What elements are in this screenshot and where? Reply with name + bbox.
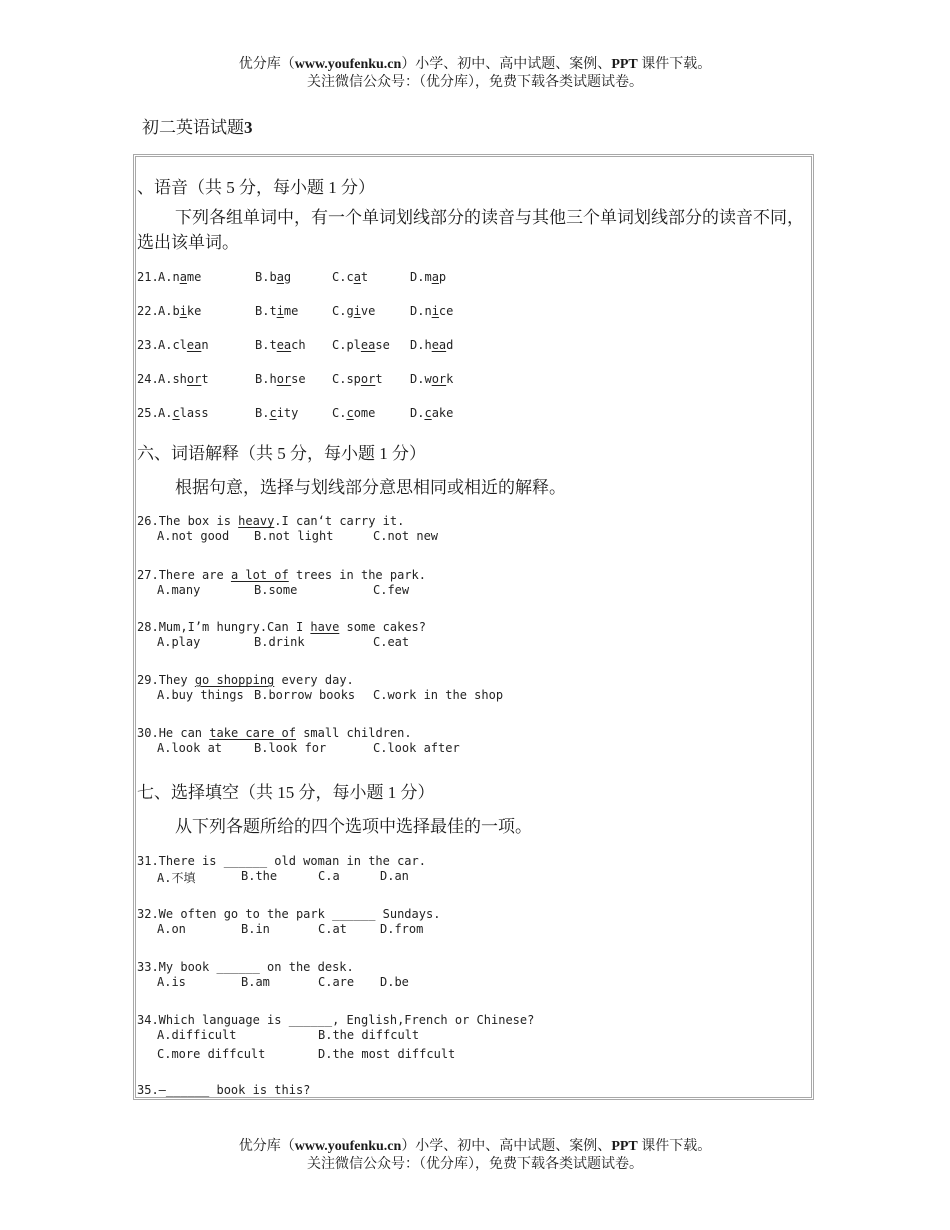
option-label: D. bbox=[410, 270, 425, 284]
option bbox=[410, 304, 453, 318]
word-part: n bbox=[424, 304, 432, 318]
word-part: k bbox=[446, 372, 454, 386]
question-number: 22. bbox=[137, 304, 159, 318]
option-label: C. bbox=[332, 372, 347, 386]
word-part: h bbox=[424, 338, 432, 352]
question-stem: 33.My book ______ on the desk. bbox=[137, 960, 354, 974]
question-stem bbox=[137, 568, 426, 582]
option-label: D. bbox=[410, 338, 425, 352]
stem-text: There are bbox=[158, 568, 231, 582]
question-35 bbox=[137, 1083, 310, 1097]
word-part: d bbox=[446, 338, 454, 352]
page-footer bbox=[0, 1138, 950, 1174]
underlined-letters: a bbox=[179, 270, 187, 284]
question-number: 24. bbox=[137, 372, 159, 386]
underlined-letters: ea bbox=[276, 338, 292, 352]
stem-text: He can bbox=[158, 726, 210, 740]
option: D.be bbox=[380, 975, 409, 989]
underlined-letters: a bbox=[431, 270, 439, 284]
option bbox=[255, 304, 298, 318]
header-line-2: 关注微信公众号：（优分库），免费下载各类试题试卷。 bbox=[307, 75, 643, 90]
question-stem: 31.There is ______ old woman in the car. bbox=[137, 854, 426, 868]
footer-line-1: 优分库（www.youfenku.cn）小学、初中、高中试题、案例、PPT 课件下载。 bbox=[238, 1139, 712, 1154]
option: A.difficult bbox=[157, 1028, 237, 1042]
word-part: se bbox=[375, 338, 390, 352]
stem-text: They bbox=[158, 673, 195, 687]
options-block bbox=[137, 1027, 534, 1065]
question-stem bbox=[137, 726, 412, 740]
question-number: 28. bbox=[137, 620, 159, 634]
option-label: C. bbox=[332, 338, 347, 352]
question-23 bbox=[137, 338, 454, 352]
underlined-letters: i bbox=[353, 304, 361, 318]
options-row bbox=[137, 687, 504, 705]
option: C.more diffcult bbox=[157, 1047, 266, 1061]
word-part: se bbox=[291, 372, 306, 386]
stem-text: The box is bbox=[158, 514, 239, 528]
option: A.buy things bbox=[157, 688, 244, 702]
option-label: B. bbox=[255, 304, 270, 318]
option: D.an bbox=[380, 869, 409, 883]
option bbox=[332, 304, 375, 318]
word-part: n bbox=[172, 270, 180, 284]
option: B.borrow books bbox=[254, 688, 356, 702]
option: B.the diffcult bbox=[318, 1028, 420, 1042]
option bbox=[410, 406, 453, 420]
word-part: t bbox=[360, 270, 369, 284]
option: C.at bbox=[318, 922, 347, 936]
question-stem bbox=[137, 673, 354, 687]
section-instruction-pronunciation: 下列各组单词中，有一个单词划线部分的读音与其他三个单词划线部分的读音不同，选出该单词。 bbox=[137, 208, 804, 252]
option bbox=[158, 406, 209, 420]
word-part: ke bbox=[186, 304, 202, 318]
underlined-phrase: take care of bbox=[209, 726, 296, 740]
section-instruction-choice: 从下列各题所给的四个选项中选择最佳的一项。 bbox=[175, 817, 532, 836]
option: A.on bbox=[157, 922, 186, 936]
underlined-phrase: have bbox=[310, 620, 340, 634]
word-part: sh bbox=[172, 372, 187, 386]
exam-frame bbox=[133, 154, 814, 1100]
option bbox=[255, 372, 306, 386]
underlined-letters: c bbox=[172, 406, 180, 420]
option bbox=[332, 270, 368, 284]
option-label: A. bbox=[158, 406, 173, 420]
option: A.not good bbox=[157, 529, 230, 543]
option: D.from bbox=[380, 922, 424, 936]
option bbox=[410, 270, 446, 284]
word-part: g bbox=[283, 270, 292, 284]
underlined-letters: a bbox=[353, 270, 361, 284]
word-part: ity bbox=[276, 406, 299, 420]
word-part: w bbox=[424, 372, 432, 386]
question-31 bbox=[137, 854, 426, 886]
section-heading-pronunciation: 、语音（共 5 分，每小题 1 分） bbox=[137, 178, 375, 197]
option: A.is bbox=[157, 975, 186, 989]
stem-text: small children. bbox=[295, 726, 412, 740]
underlined-letters: a bbox=[276, 270, 284, 284]
option bbox=[158, 338, 209, 352]
page-header bbox=[0, 56, 950, 92]
question-21 bbox=[137, 270, 447, 284]
option-label: A. bbox=[158, 304, 173, 318]
option: A.play bbox=[157, 635, 201, 649]
question-number: 27. bbox=[137, 568, 159, 582]
question-number: 30. bbox=[137, 726, 159, 740]
option-label: B. bbox=[255, 372, 270, 386]
question-number: 26. bbox=[137, 514, 159, 528]
word-part: h bbox=[269, 372, 277, 386]
options-row bbox=[137, 528, 439, 546]
question-stem: 34.Which language is ______, English,French or Chinese? bbox=[137, 1013, 535, 1027]
word-part: t bbox=[201, 372, 209, 386]
underlined-letters: ea bbox=[431, 338, 447, 352]
question-29 bbox=[137, 673, 504, 705]
option bbox=[255, 270, 291, 284]
question-22 bbox=[137, 304, 454, 318]
question-number: 25. bbox=[137, 406, 159, 420]
question-stem bbox=[137, 620, 426, 634]
question-stem: 32.We often go to the park ______ Sundays. bbox=[137, 907, 441, 921]
question-26 bbox=[137, 514, 439, 546]
option-label: C. bbox=[332, 304, 347, 318]
option: C.eat bbox=[373, 635, 410, 649]
option: A.many bbox=[157, 583, 201, 597]
stem-text: .I can‘t carry it. bbox=[274, 514, 405, 528]
word-part: ve bbox=[360, 304, 376, 318]
underlined-letters: c bbox=[269, 406, 277, 420]
option-label: A. bbox=[158, 270, 173, 284]
option: B.in bbox=[241, 922, 270, 936]
option-label: D. bbox=[410, 372, 425, 386]
word-part: ce bbox=[438, 304, 454, 318]
options-block bbox=[137, 868, 426, 886]
option-label: A. bbox=[158, 372, 173, 386]
question-number: 29. bbox=[137, 673, 159, 687]
word-part: m bbox=[424, 270, 432, 284]
word-part: cl bbox=[172, 338, 187, 352]
word-part: g bbox=[346, 304, 354, 318]
underlined-letters: or bbox=[360, 372, 376, 386]
document-title: 初二英语试题3 bbox=[142, 118, 253, 137]
header-line-1: 优分库（www.youfenku.cn）小学、初中、高中试题、案例、PPT 课件下载。 bbox=[238, 57, 712, 72]
underlined-letters: ea bbox=[360, 338, 376, 352]
underlined-letters: c bbox=[424, 406, 432, 420]
option: B.not light bbox=[254, 529, 334, 543]
options-block bbox=[137, 974, 409, 992]
option-label: B. bbox=[255, 338, 270, 352]
stem-text: Mum,I’m hungry.Can I bbox=[158, 620, 311, 634]
option bbox=[410, 338, 453, 352]
word-part: lass bbox=[179, 406, 209, 420]
option-label: B. bbox=[255, 406, 270, 420]
word-part: n bbox=[201, 338, 209, 352]
underlined-letters: c bbox=[346, 406, 354, 420]
option: D.the most diffcult bbox=[318, 1047, 456, 1061]
section-instruction-vocabulary: 根据句意，选择与划线部分意思相同或相近的解释。 bbox=[175, 478, 566, 497]
option-label: D. bbox=[410, 406, 425, 420]
word-part: pl bbox=[346, 338, 361, 352]
question-number: 23. bbox=[137, 338, 159, 352]
word-part: t bbox=[375, 372, 383, 386]
underlined-letters: i bbox=[431, 304, 439, 318]
word-part: ake bbox=[431, 406, 454, 420]
question-33 bbox=[137, 960, 409, 992]
underlined-phrase: a lot of bbox=[230, 568, 289, 582]
question-number: 21. bbox=[137, 270, 159, 284]
option: C.are bbox=[318, 975, 355, 989]
option: B.some bbox=[254, 583, 298, 597]
option-label: B. bbox=[255, 270, 270, 284]
word-part: b bbox=[269, 270, 277, 284]
option: C.not new bbox=[373, 529, 439, 543]
section-heading-vocabulary: 六、词语解释（共 5 分，每小题 1 分） bbox=[137, 444, 426, 463]
option: A.不填 bbox=[157, 871, 196, 885]
underlined-letters: i bbox=[276, 304, 284, 318]
word-part: b bbox=[172, 304, 180, 318]
word-part: t bbox=[269, 338, 277, 352]
word-part: sp bbox=[346, 372, 361, 386]
question-24 bbox=[137, 372, 454, 386]
option bbox=[332, 406, 375, 420]
underlined-letters: or bbox=[186, 372, 202, 386]
option bbox=[158, 372, 209, 386]
options-row bbox=[137, 740, 460, 758]
question-34 bbox=[137, 1013, 534, 1065]
stem-text: trees in the park. bbox=[288, 568, 427, 582]
option bbox=[255, 406, 298, 420]
options-row bbox=[137, 634, 426, 652]
question-25 bbox=[137, 406, 454, 420]
stem-text: every day. bbox=[274, 673, 354, 687]
underlined-letters: or bbox=[276, 372, 292, 386]
option: C.a bbox=[318, 869, 340, 883]
question-30 bbox=[137, 726, 460, 758]
option bbox=[158, 304, 201, 318]
underlined-letters: or bbox=[431, 372, 447, 386]
footer-line-2: 关注微信公众号：（优分库），免费下载各类试题试卷。 bbox=[307, 1157, 643, 1172]
question-stem bbox=[137, 514, 404, 528]
question-stem: 35.—______ book is this? bbox=[137, 1083, 311, 1097]
question-28 bbox=[137, 620, 426, 652]
options-block bbox=[137, 921, 440, 939]
option bbox=[410, 372, 453, 386]
section-heading-choice: 七、选择填空（共 15 分，每小题 1 分） bbox=[137, 783, 435, 802]
option: B.the bbox=[241, 869, 278, 883]
word-part: t bbox=[269, 304, 277, 318]
stem-text: some cakes? bbox=[339, 620, 427, 634]
option: C.look after bbox=[373, 741, 460, 755]
option-label: C. bbox=[332, 270, 347, 284]
word-part: me bbox=[186, 270, 202, 284]
option: B.drink bbox=[254, 635, 305, 649]
option: B.am bbox=[241, 975, 270, 989]
option: B.look for bbox=[254, 741, 327, 755]
option bbox=[158, 270, 201, 284]
option: C.work in the shop bbox=[373, 688, 504, 702]
option bbox=[332, 372, 383, 386]
underlined-phrase: heavy bbox=[238, 514, 275, 528]
option bbox=[332, 338, 390, 352]
option bbox=[255, 338, 306, 352]
question-27 bbox=[137, 568, 426, 600]
word-part: ome bbox=[353, 406, 376, 420]
question-32 bbox=[137, 907, 440, 939]
underlined-letters: i bbox=[179, 304, 187, 318]
option: C.few bbox=[373, 583, 410, 597]
word-part: ch bbox=[291, 338, 306, 352]
option-label: D. bbox=[410, 304, 425, 318]
options-row bbox=[137, 582, 426, 600]
option-label: A. bbox=[158, 338, 173, 352]
word-part: me bbox=[283, 304, 299, 318]
underlined-phrase: go shopping bbox=[194, 673, 275, 687]
underlined-letters: ea bbox=[186, 338, 202, 352]
word-part: p bbox=[438, 270, 447, 284]
option: A.look at bbox=[157, 741, 223, 755]
word-part: c bbox=[346, 270, 354, 284]
option-label: C. bbox=[332, 406, 347, 420]
